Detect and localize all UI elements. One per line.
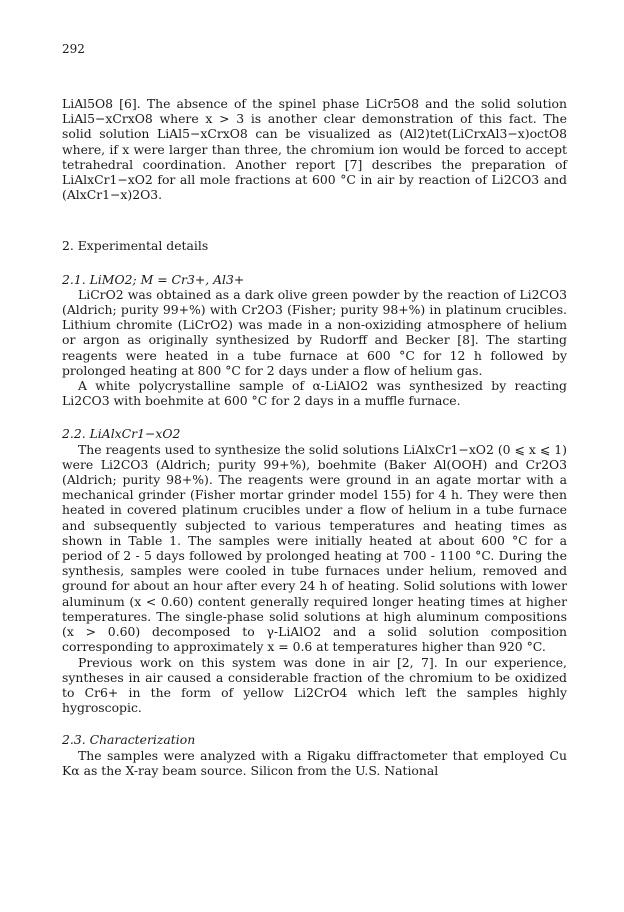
intro-paragraph: LiAl5O8 [6]. The absence of the spinel phase LiCr5O8 and the solid solution LiAl5−xCrxO8 where x > 3 is another clear demonstration of this fact. The solid solution LiAl5−xCrxO8 can be visualized as (Al2)tet(LiCrxAl3−x)octO8 where, if x were larger than three, the chromium ion would be forced to accept tetrahedral coordination. Another report [7] describes the preparation of LiAlxCr1−xO2 for all mole fractions at 600 °C in air by reaction of Li2CO3 and (AlxCr1−x)2O3. <box>62 96 567 203</box>
subsection-heading-2-2: 2.2. LiAlxCr1−xO2 <box>62 426 181 442</box>
paragraph-2-1-a: LiCrO2 was obtained as a dark olive green powder by the reaction of Li2CO3 (Aldrich; purity 99+%) with Cr2O3 (Fisher; purity 98+%) in platinum crucibles. Lithium chromite (LiCrO2) was made in a non-oxiziding atmosphere of helium or argon as originally synthesized by Rudorff and Becker [8]. The starting reagents were heated in a tube furnace at 600 °C for 12 h followed by prolonged heating at 800 °C for 2 days under a flow of helium gas. <box>62 286 567 378</box>
paragraph-2-1-b: A white polycrystalline sample of α-LiAlO2 was synthesized by reacting Li2CO3 with boehmite at 600 °C for 2 days in a muffle furnace. <box>62 378 567 409</box>
paragraph-2-3-a: The samples were analyzed with a Rigaku diffractometer that employed Cu Kα as the X-ray beam source. Silicon from the U.S. National <box>62 747 567 778</box>
paragraph-2-2-b: Previous work on this system was done in air [2, 7]. In our experience, syntheses in air caused a considerable fraction of the chromium to be oxidized to Cr6+ in the form of yellow Li2CrO4 which left the samples highly hygroscopic. <box>62 654 567 716</box>
section-heading: 2. Experimental details <box>62 238 209 254</box>
page-number: 292 <box>62 42 85 56</box>
page-body <box>62 96 567 778</box>
subsection-heading-2-3: 2.3. Characterization <box>62 732 196 748</box>
paragraph-2-2-a: The reagents used to synthesize the solid solutions LiAlxCr1−xO2 (0 ⩽ x ⩽ 1) were Li2CO3 (Aldrich; purity 99+%), boehmite (Baker Al(OOH) and Cr2O3 (Aldrich; purity 98+%). The reagents were ground in an agate mortar with a mechanical grinder (Fisher mortar grinder model 155) for 4 h. They were then heated in covered platinum crucibles under a flow of helium in a tube furnace and subsequently subjected to various temperatures and heating times as shown in Table 1. The samples were initially heated at about 600 °C for a period of 2 - 5 days followed by prolonged heating at 700 - 1100 °C. During the synthesis, samples were cooled in tube furnaces under helium, removed and ground for about an hour after every 24 h of heating. Solid solutions with lower aluminum (x < 0.60) content generally required longer heating times at higher temperatures. The single-phase solid solutions at high aluminum compositions (x > 0.60) decomposed to γ-LiAlO2 and a solid solution composition corresponding to approximately x = 0.6 at temperatures higher than 920 °C. <box>62 441 567 655</box>
subsection-heading-2-1: 2.1. LiMO2; M = Cr3+, Al3+ <box>62 271 245 287</box>
